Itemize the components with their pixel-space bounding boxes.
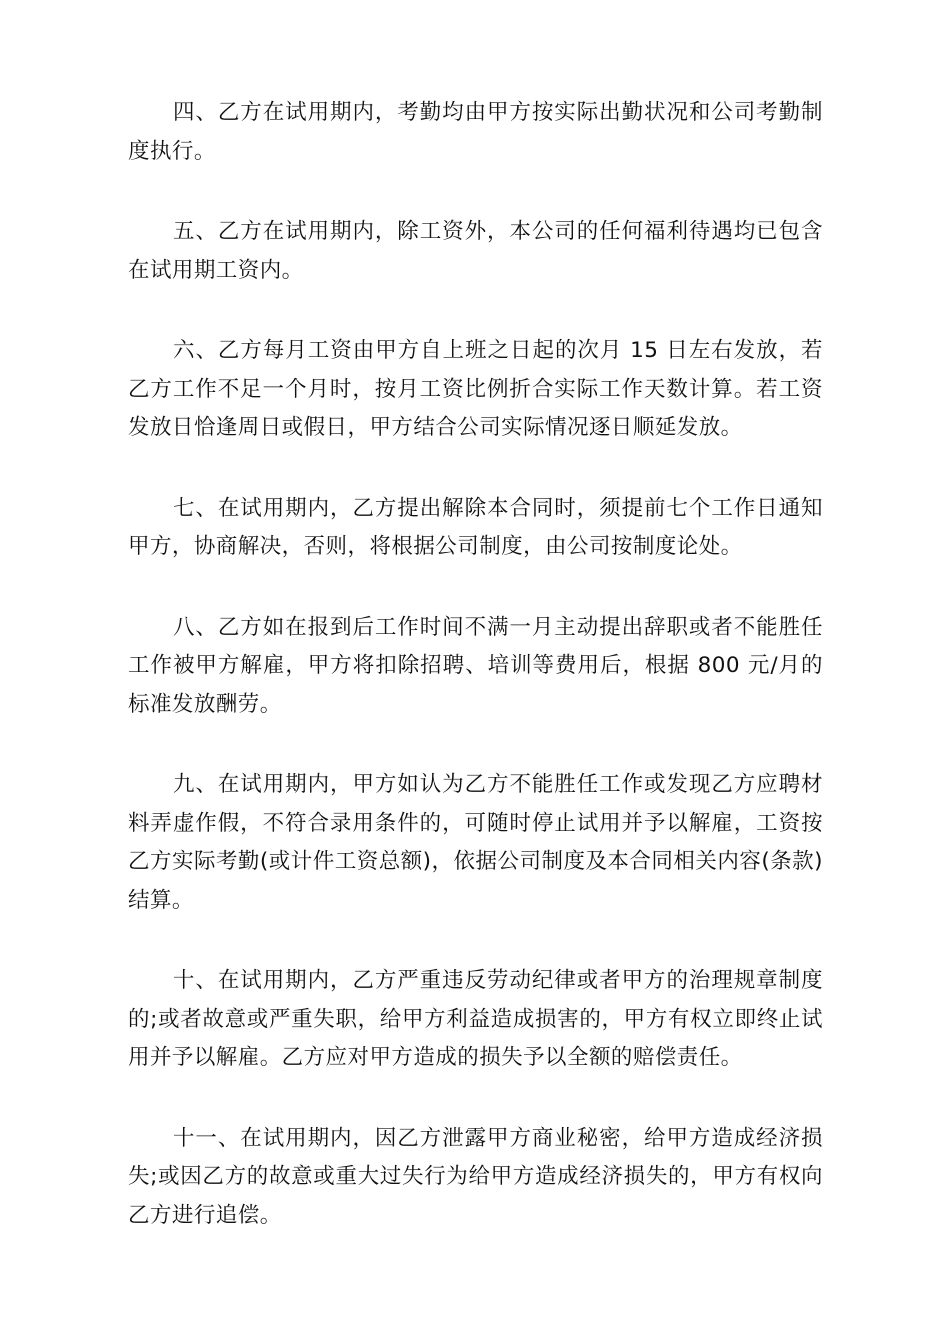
- clause-9: 九、在试用期内，甲方如认为乙方不能胜任工作或发现乙方应聘材料弄虚作假，不符合录用条件的，可随时停止试用并予以解雇，工资按乙方实际考勤(或计件工资总额)，依据公司制度及本合同相关内容(条款)结算。: [128, 772, 823, 913]
- clause-8: 八、乙方如在报到后工作时间不满一月主动提出辞职或者不能胜任工作被甲方解雇，甲方将扣除招聘、培训等费用后，根据 800 元/月的标准发放酬劳。: [128, 614, 823, 717]
- clause-4: 四、乙方在试用期内，考勤均由甲方按实际出勤状况和公司考勤制度执行。: [128, 100, 823, 164]
- clause-10: 十、在试用期内，乙方严重违反劳动纪律或者甲方的治理规章制度的;或者故意或严重失职，给甲方利益造成损害的，甲方有权立即终止试用并予以解雇。乙方应对甲方造成的损失予以全额的赔偿责任。: [128, 968, 823, 1070]
- clause-6: 六、乙方每月工资由甲方自上班之日起的次月 15 日左右发放，若乙方工作不足一个月时，按月工资比例折合实际工作天数计算。若工资发放日恰逢周日或假日，甲方结合公司实际情况逐日顺延发放。: [128, 338, 823, 440]
- clause-5: 五、乙方在试用期内，除工资外，本公司的任何福利待遇均已包含在试用期工资内。: [128, 219, 823, 283]
- clause-7: 七、在试用期内，乙方提出解除本合同时，须提前七个工作日通知甲方，协商解决，否则，将根据公司制度，由公司按制度论处。: [128, 495, 823, 559]
- contract-clauses: [128, 94, 823, 1235]
- clause-11: 十一、在试用期内，因乙方泄露甲方商业秘密，给甲方造成经济损失;或因乙方的故意或重大过失行为给甲方造成经济损失的，甲方有权向乙方进行追偿。: [128, 1125, 823, 1228]
